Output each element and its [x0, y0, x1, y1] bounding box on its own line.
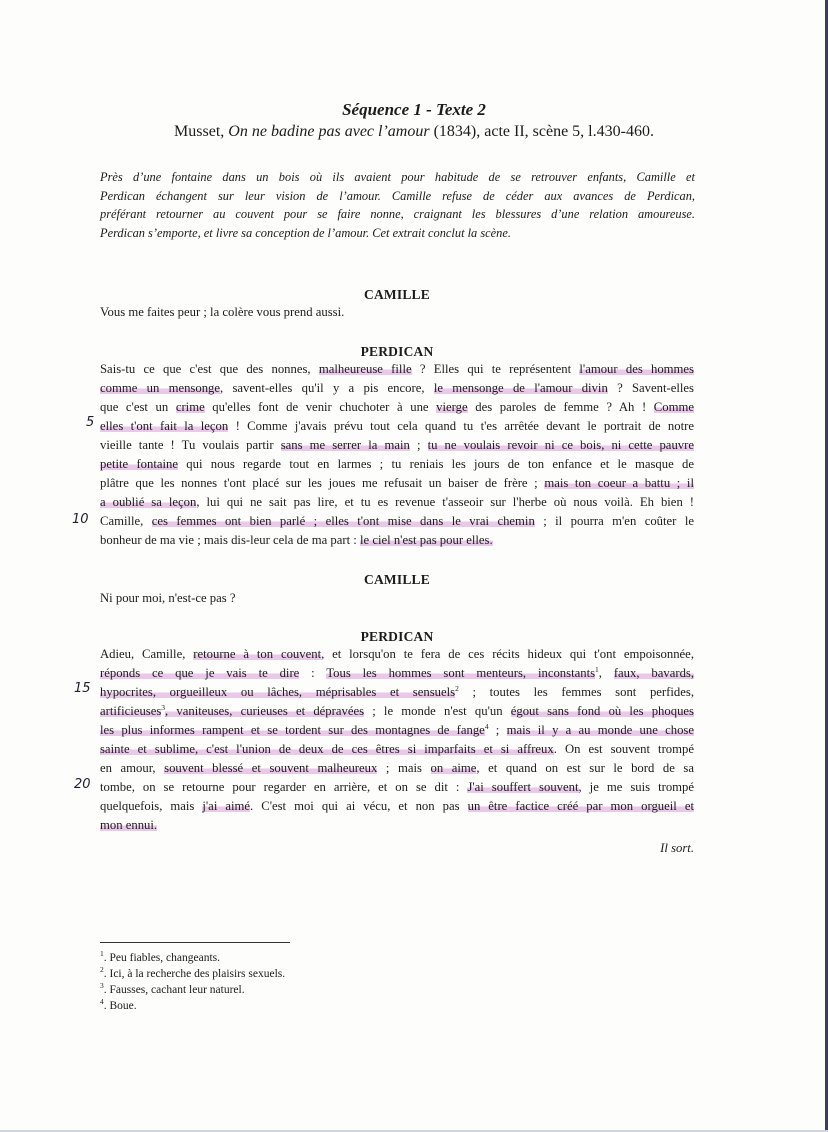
footnote: $^1$. Peu fiables, changeants.	[100, 949, 220, 964]
source-reference	[0, 123, 828, 141]
intro-line: préférant retourner au couvent pour se faire nonne, craignant les blessures d’une relation amoureuse.	[100, 207, 695, 221]
verse-line: comme un mensonge, savent-elles qu'il y a pis encore, le mensonge de l'amour divin ? Savent-elles	[100, 381, 694, 395]
verse-line: sainte et sublime, c'est l'union de deux de ces êtres si imparfaits et si affreux. On est souvent trompé	[100, 742, 694, 756]
stage-direction: Il sort.	[660, 841, 694, 855]
handwritten-line-number: 10	[72, 512, 89, 527]
verse-line: hypocrites, orgueilleux ou lâches, méprisables et sensuels$^2$ ; toutes les femmes sont perfides,	[100, 683, 694, 699]
verse-line: Sais-tu ce que c'est que des nonnes, malheureuse fille ? Elles qui te représentent l'amour des hommes	[100, 362, 694, 376]
verse-line: a oublié sa leçon, lui qui ne sait pas lire, et tu es revenue t'asseoir sur l'herbe où nous voilà. Eh bien !	[100, 495, 694, 509]
verse-line: que c'est un crime qu'elles font de venir chuchoter à une vierge des paroles de femme ? Ah ! Comme	[100, 400, 694, 414]
speaker-perdican: PERDICAN	[360, 629, 434, 644]
verse-line: elles t'ont fait la leçon ! Comme j'avais prévu tout cela quand tu t'es arrêtée devant le portrait de notre	[100, 419, 694, 433]
work-title: On ne badine pas avec l’amour	[228, 123, 430, 140]
camille-reply: Vous me faites peur ; la colère vous prend aussi.	[100, 305, 345, 319]
verse-line: Adieu, Camille, retourne à ton couvent, et lorsqu'on te fera de ces récits hideux qui t'ont empoisonnée,	[100, 647, 694, 661]
footnote-divider	[100, 942, 290, 943]
author: Musset,	[174, 123, 229, 140]
camille-reply: Ni pour moi, n'est-ce pas ?	[100, 591, 236, 605]
handwritten-line-number: 5	[86, 415, 95, 430]
verse-line: vieille tante ! Tu voulais partir sans me serrer la main ; tu ne voulais revoir ni ce bois, ni cette pauvre	[100, 438, 694, 452]
edition-details: (1834), acte II, scène 5, l.430-460.	[429, 123, 654, 140]
handwritten-line-number: 20	[74, 777, 91, 792]
verse-line: petite fontaine qui nous regarde tout en larmes ; tu reniais les jours de ton enfance et le masque de	[100, 457, 694, 471]
footnote: $^4$. Boue.	[100, 997, 137, 1012]
verse-line: quelquefois, mais j'ai aimé. C'est moi qui ai vécu, et non pas un être factice créé par mon orgueil et	[100, 799, 694, 813]
intro-line: Près d’une fontaine dans un bois où ils avaient pour habitude de se retrouver enfants, Camille et	[100, 170, 695, 184]
verse-line: artificieuses$^3$, vaniteuses, curieuses et dépravées ; le monde n'est qu'un égout sans fond où les phoques	[100, 702, 694, 718]
verse-line: mon ennui.	[100, 818, 158, 832]
verse-line: Camille, ces femmes ont bien parlé ; elles t'ont mise dans le vrai chemin ; il pourra m'en coûter le	[100, 514, 694, 528]
speaker-camille: CAMILLE	[364, 572, 430, 587]
intro-paragraph	[100, 168, 695, 242]
handwritten-line-number: 15	[74, 681, 91, 696]
verse-line: réponds ce que je vais te dire : Tous les hommes sont menteurs, inconstants$^1$, faux, bavards,	[100, 664, 695, 680]
verse-line: les plus informes rampent et se tordent sur des montagnes de fange$^4$ ; mais il y a au monde une chose	[100, 721, 694, 737]
verse-line: bonheur de ma vie ; mais dis-leur cela de ma part : le ciel n'est pas pour elles.	[100, 533, 493, 547]
intro-line: Perdican s’emporte, et livre sa conception de l’amour. Cet extrait conclut la scène.	[100, 225, 511, 240]
verse-line: tombe, on se retourne pour regarder en arrière, et on se dit : J'ai souffert souvent, je me suis trompé	[100, 780, 695, 794]
intro-line: Perdican échangent sur leur vision de l’amour. Camille refuse de céder aux avances de Perdican,	[100, 188, 695, 203]
footnote: $^3$. Fausses, cachant leur naturel.	[100, 981, 245, 996]
speaker-perdican: PERDICAN	[360, 344, 434, 359]
verse-line: en amour, souvent blessé et souvent malheureux ; mais on aime, et quand on est sur le bord de sa	[100, 761, 694, 775]
footnote: $^2$. Ici, à la recherche des plaisirs sexuels.	[100, 965, 286, 980]
speaker-camille: CAMILLE	[364, 287, 430, 302]
sequence-title: Séquence 1 - Texte 2	[342, 100, 486, 119]
verse-line: plâtre que les nonnes t'ont placé sur les joues me refusait un baiser de frère ; mais ton coeur a battu ; il	[100, 476, 694, 490]
